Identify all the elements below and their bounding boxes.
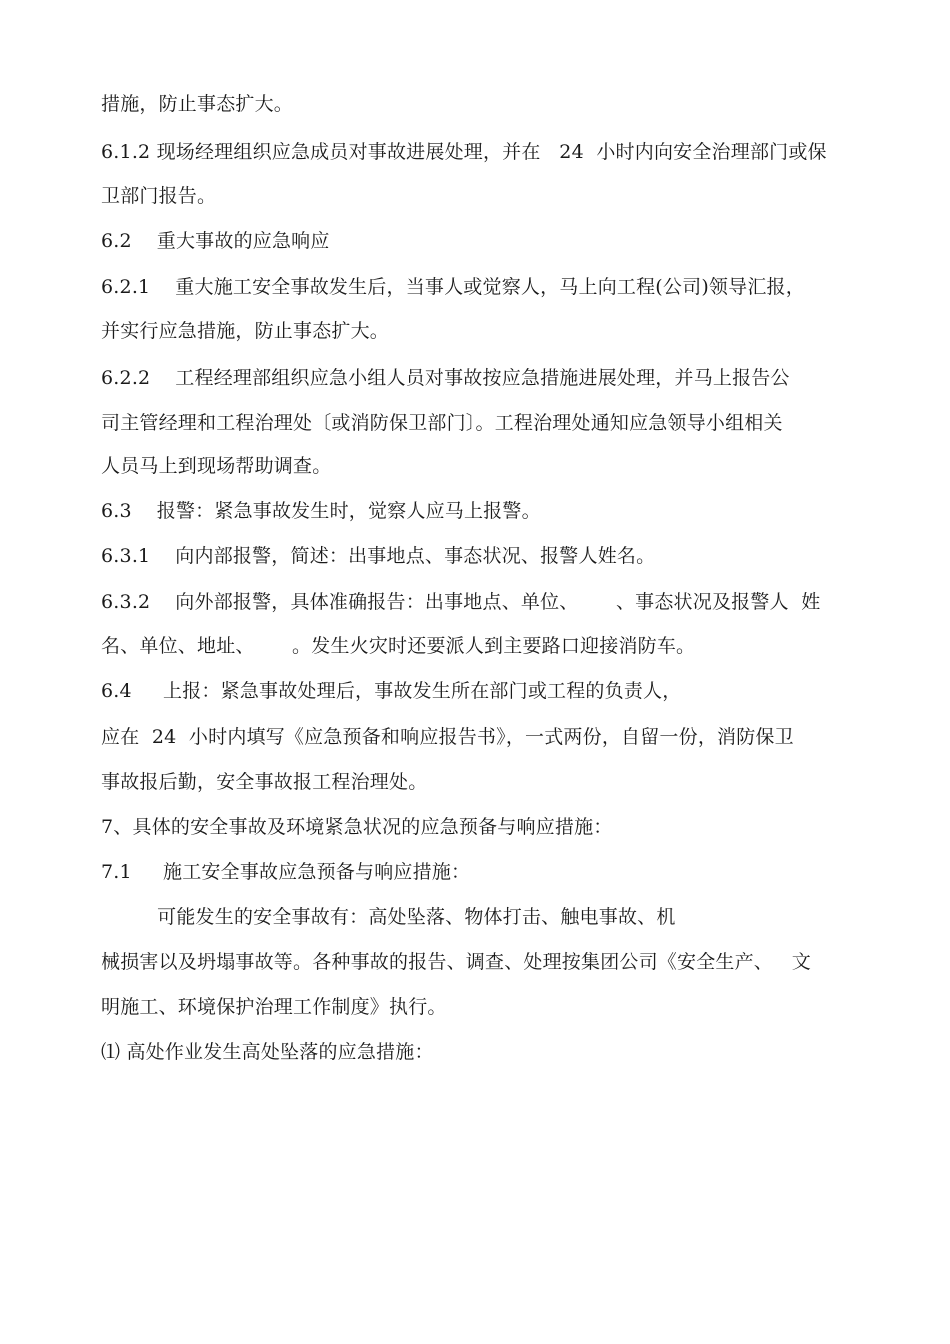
section-heading: 6.3 报警：紧急事故发生时，觉察人应马上报警。 xyxy=(101,500,541,522)
text-line: 6.3.2 向外部报警，具体准确报告：出事地点、单位、 、事态状况及报警人 姓 xyxy=(101,591,821,613)
text-line: 卫部门报告。 xyxy=(101,185,217,207)
text-line: 明施工、环境保护治理工作制度》执行。 xyxy=(101,996,447,1018)
text-line: 司主管经理和工程治理处〔或消防保卫部门〕。工程治理处通知应急领导小组相关 xyxy=(101,412,783,434)
text-line: 并实行应急措施，防止事态扩大。 xyxy=(101,320,390,342)
text-line: 名、单位、地址、 。发生火灾时还要派人到主要路口迎接消防车。 xyxy=(101,635,696,657)
text-line: 应在 24 小时内填写《应急预备和响应报告书》，一式两份，自留一份，消防保卫 xyxy=(101,726,794,748)
text-line: 6.2.2 工程经理部组织应急小组人员对事故按应急措施进展处理，并马上报告公 xyxy=(101,367,790,389)
text-line: 6.2.1 重大施工安全事故发生后，当事人或觉察人，马上向工程(公司)领导汇报， xyxy=(101,276,805,298)
text-line: 事故报后勤，安全事故报工程治理处。 xyxy=(101,771,428,793)
section-heading: 6.2 重大事故的应急响应 xyxy=(101,230,330,252)
section-heading: 7.1 施工安全事故应急预备与响应措施： xyxy=(101,861,471,883)
text-line: 械损害以及坍塌事故等。各种事故的报告、调查、处理按集团公司《安全生产、 文 xyxy=(101,951,811,973)
text-line: ⑴ 高处作业发生高处坠落的应急措施： xyxy=(101,1041,434,1063)
text-line: 措施，防止事态扩大。 xyxy=(101,93,294,115)
text-line: 6.1.2 现场经理组织应急成员对事故进展处理，并在 24 小时内向安全治理部门或保 xyxy=(101,141,827,163)
section-heading: 7、具体的安全事故及环境紧急状况的应急预备与响应措施： xyxy=(101,816,613,838)
section-heading: 6.4 上报：紧急事故处理后，事故发生所在部门或工程的负责人， xyxy=(101,680,682,702)
text-line: 6.3.1 向内部报警，简述：出事地点、事态状况、报警人姓名。 xyxy=(101,545,656,567)
text-line: 人员马上到现场帮助调查。 xyxy=(101,455,332,477)
text-line: 可能发生的安全事故有：高处坠落、物体打击、触电事故、机 xyxy=(101,906,676,928)
